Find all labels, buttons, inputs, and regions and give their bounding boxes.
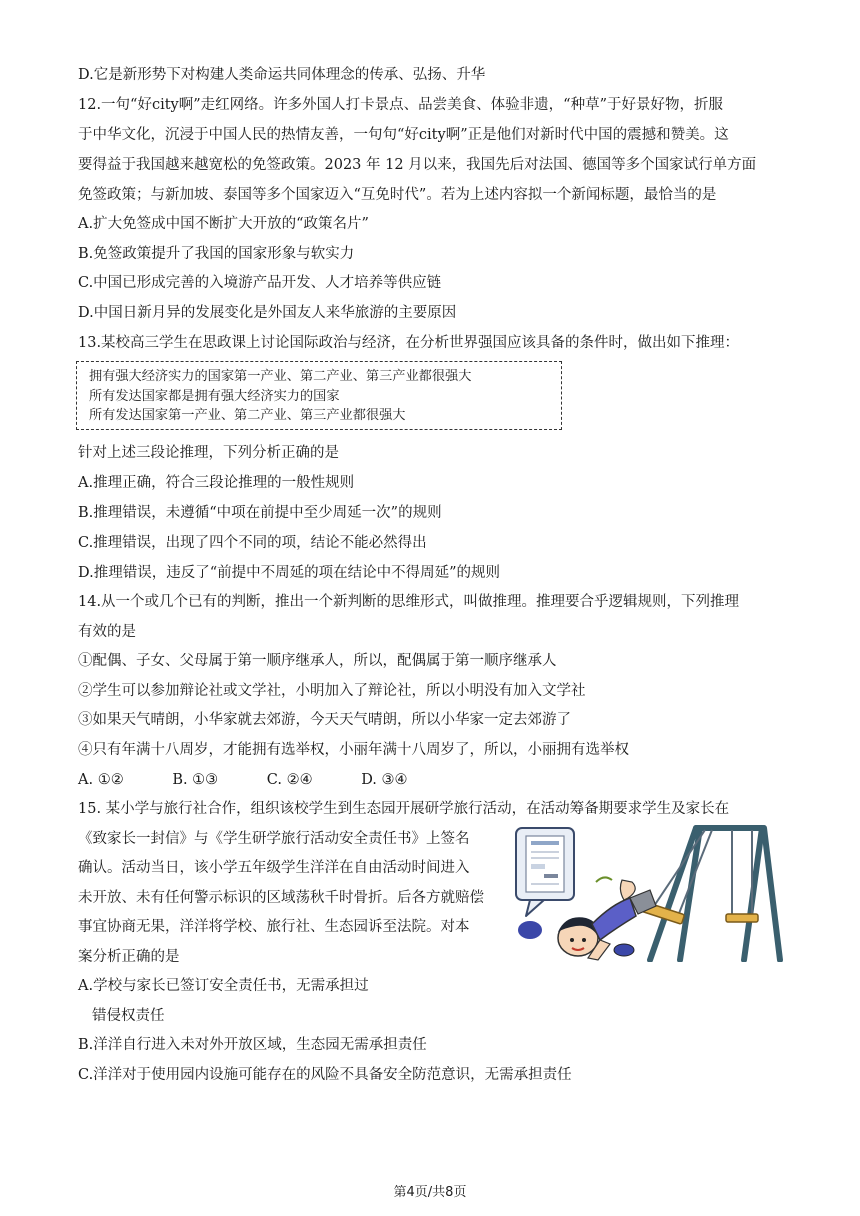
q14-choice-d: D. ③④ (361, 772, 408, 788)
q12-stem-line-4: 免签政策；与新加坡、泰国等多个国家迈入“互免时代”。若为上述内容拟一个新闻标题，最恰当的是 (78, 187, 717, 203)
conclusion: 所有发达国家第一产业、第二产业、第三产业都很强大 (89, 408, 406, 423)
minor-premise: 所有发达国家都是拥有强大经济实力的国家 (89, 388, 340, 404)
swing-icon (641, 828, 780, 960)
q12-stem-line-1: 12.一句“好city啊”走红网络。许多外国人打卡景点、品尝美食、体验非遗，“种草”于好景好物，折服 (78, 97, 723, 113)
q15-option-a-line-1: A.学校与家长已签订安全责任书，无需承担过 (78, 978, 369, 994)
q14-item-3: ③如果天气晴朗，小华家就去郊游，今天天气晴朗，所以小华家一定去郊游了 (78, 712, 571, 728)
q13-prompt: 针对上述三段论推理，下列分析正确的是 (78, 445, 339, 461)
q13-option-c: C.推理错误，出现了四个不同的项，结论不能必然得出 (78, 535, 427, 551)
q13-stem: 13.某校高三学生在思政课上讨论国际政治与经济，在分析世界强国应该具备的条件时，做出如下推理： (78, 335, 740, 351)
q14-choices (78, 770, 782, 790)
q15-stem-line-6: 案分析正确的是 (78, 949, 180, 965)
q15-stem-line-5: 事宜协商无果，洋洋将学校、旅行社、生态园诉至法院。对本 (78, 919, 470, 935)
q15-stem-line-2: 《致家长一封信》与《学生研学旅行活动安全责任书》上签名 (78, 831, 470, 847)
q14-stem-line-1: 14.从一个或几个已有的判断，推出一个新判断的思维形式，叫做推理。推理要合乎逻辑规则，下列推理 (78, 594, 740, 610)
q12-option-d: D.中国日新月异的发展变化是外国友人来华旅游的主要原因 (78, 305, 457, 321)
q15-option-c: C.洋洋对于使用园内设施可能存在的风险不具备安全防范意识，无需承担责任 (78, 1067, 572, 1083)
page-number: 第4页/共8页 (393, 1185, 467, 1200)
speech-bubble-icon (516, 828, 574, 916)
q15-stem-line-1: 15. 某小学与旅行社合作，组织该校学生到生态园开展研学旅行活动，在活动筹备期要求学生及家长在 (78, 801, 730, 817)
q12-option-b: B.免签政策提升了我国的国家形象与软实力 (78, 246, 355, 262)
syllogism-box (76, 361, 562, 430)
q15-stem-line-3: 确认。活动当日，该小学五年级学生洋洋在自由活动时间进入 (78, 860, 470, 876)
q14-choice-b: B. ①③ (172, 772, 219, 788)
q13-option-b: B.推理错误，未遵循“中项在前提中至少周延一次”的规则 (78, 505, 442, 521)
q12-stem-line-2: 于中华文化，沉浸于中国人民的热情友善，一句句“好city啊”正是他们对新时代中国的震撼和赞美。这 (78, 127, 729, 143)
q12-option-c: C.中国已形成完善的入境游产品开发、人才培养等供应链 (78, 275, 442, 291)
q12-option-a: A.扩大免签成中国不断扩大开放的“政策名片” (78, 216, 369, 232)
q13-option-a: A.推理正确，符合三段论推理的一般性规则 (78, 475, 355, 491)
q11-option-d: D.它是新形势下对构建人类命运共同体理念的传承、弘扬、升华 (78, 67, 486, 83)
q15-option-b: B.洋洋自行进入未对外开放区域，生态园无需承担责任 (78, 1037, 427, 1053)
q14-choice-a: A. ①② (78, 772, 124, 788)
swing-accident-illustration (500, 820, 783, 962)
q12-stem-line-3: 要得益于我国越来越宽松的免签政策。2023 年 12 月以来，我国先后对法国、德国等多个国家试行单方面 (78, 157, 757, 173)
q14-stem-line-2: 有效的是 (78, 624, 136, 640)
q14-choice-c: C. ②④ (266, 772, 313, 788)
q13-option-d: D.推理错误，违反了“前提中不周延的项在结论中不得周延”的规则 (78, 565, 501, 581)
q14-item-2: ②学生可以参加辩论社或文学社，小明加入了辩论社，所以小明没有加入文学社 (78, 683, 586, 699)
q15-stem-line-4: 未开放、未有任何警示标识的区域荡秋千时骨折。后各方就赔偿 (78, 890, 484, 906)
q14-item-4: ④只有年满十八周岁，才能拥有选举权，小丽年满十八周岁了，所以，小丽拥有选举权 (78, 742, 629, 758)
q15-option-a-line-2: 错侵权责任 (92, 1008, 165, 1024)
major-premise: 拥有强大经济实力的国家第一产业、第二产业、第三产业都很强大 (89, 369, 472, 384)
q14-item-1: ①配偶、子女、父母属于第一顺序继承人，所以，配偶属于第一顺序继承人 (78, 653, 557, 669)
